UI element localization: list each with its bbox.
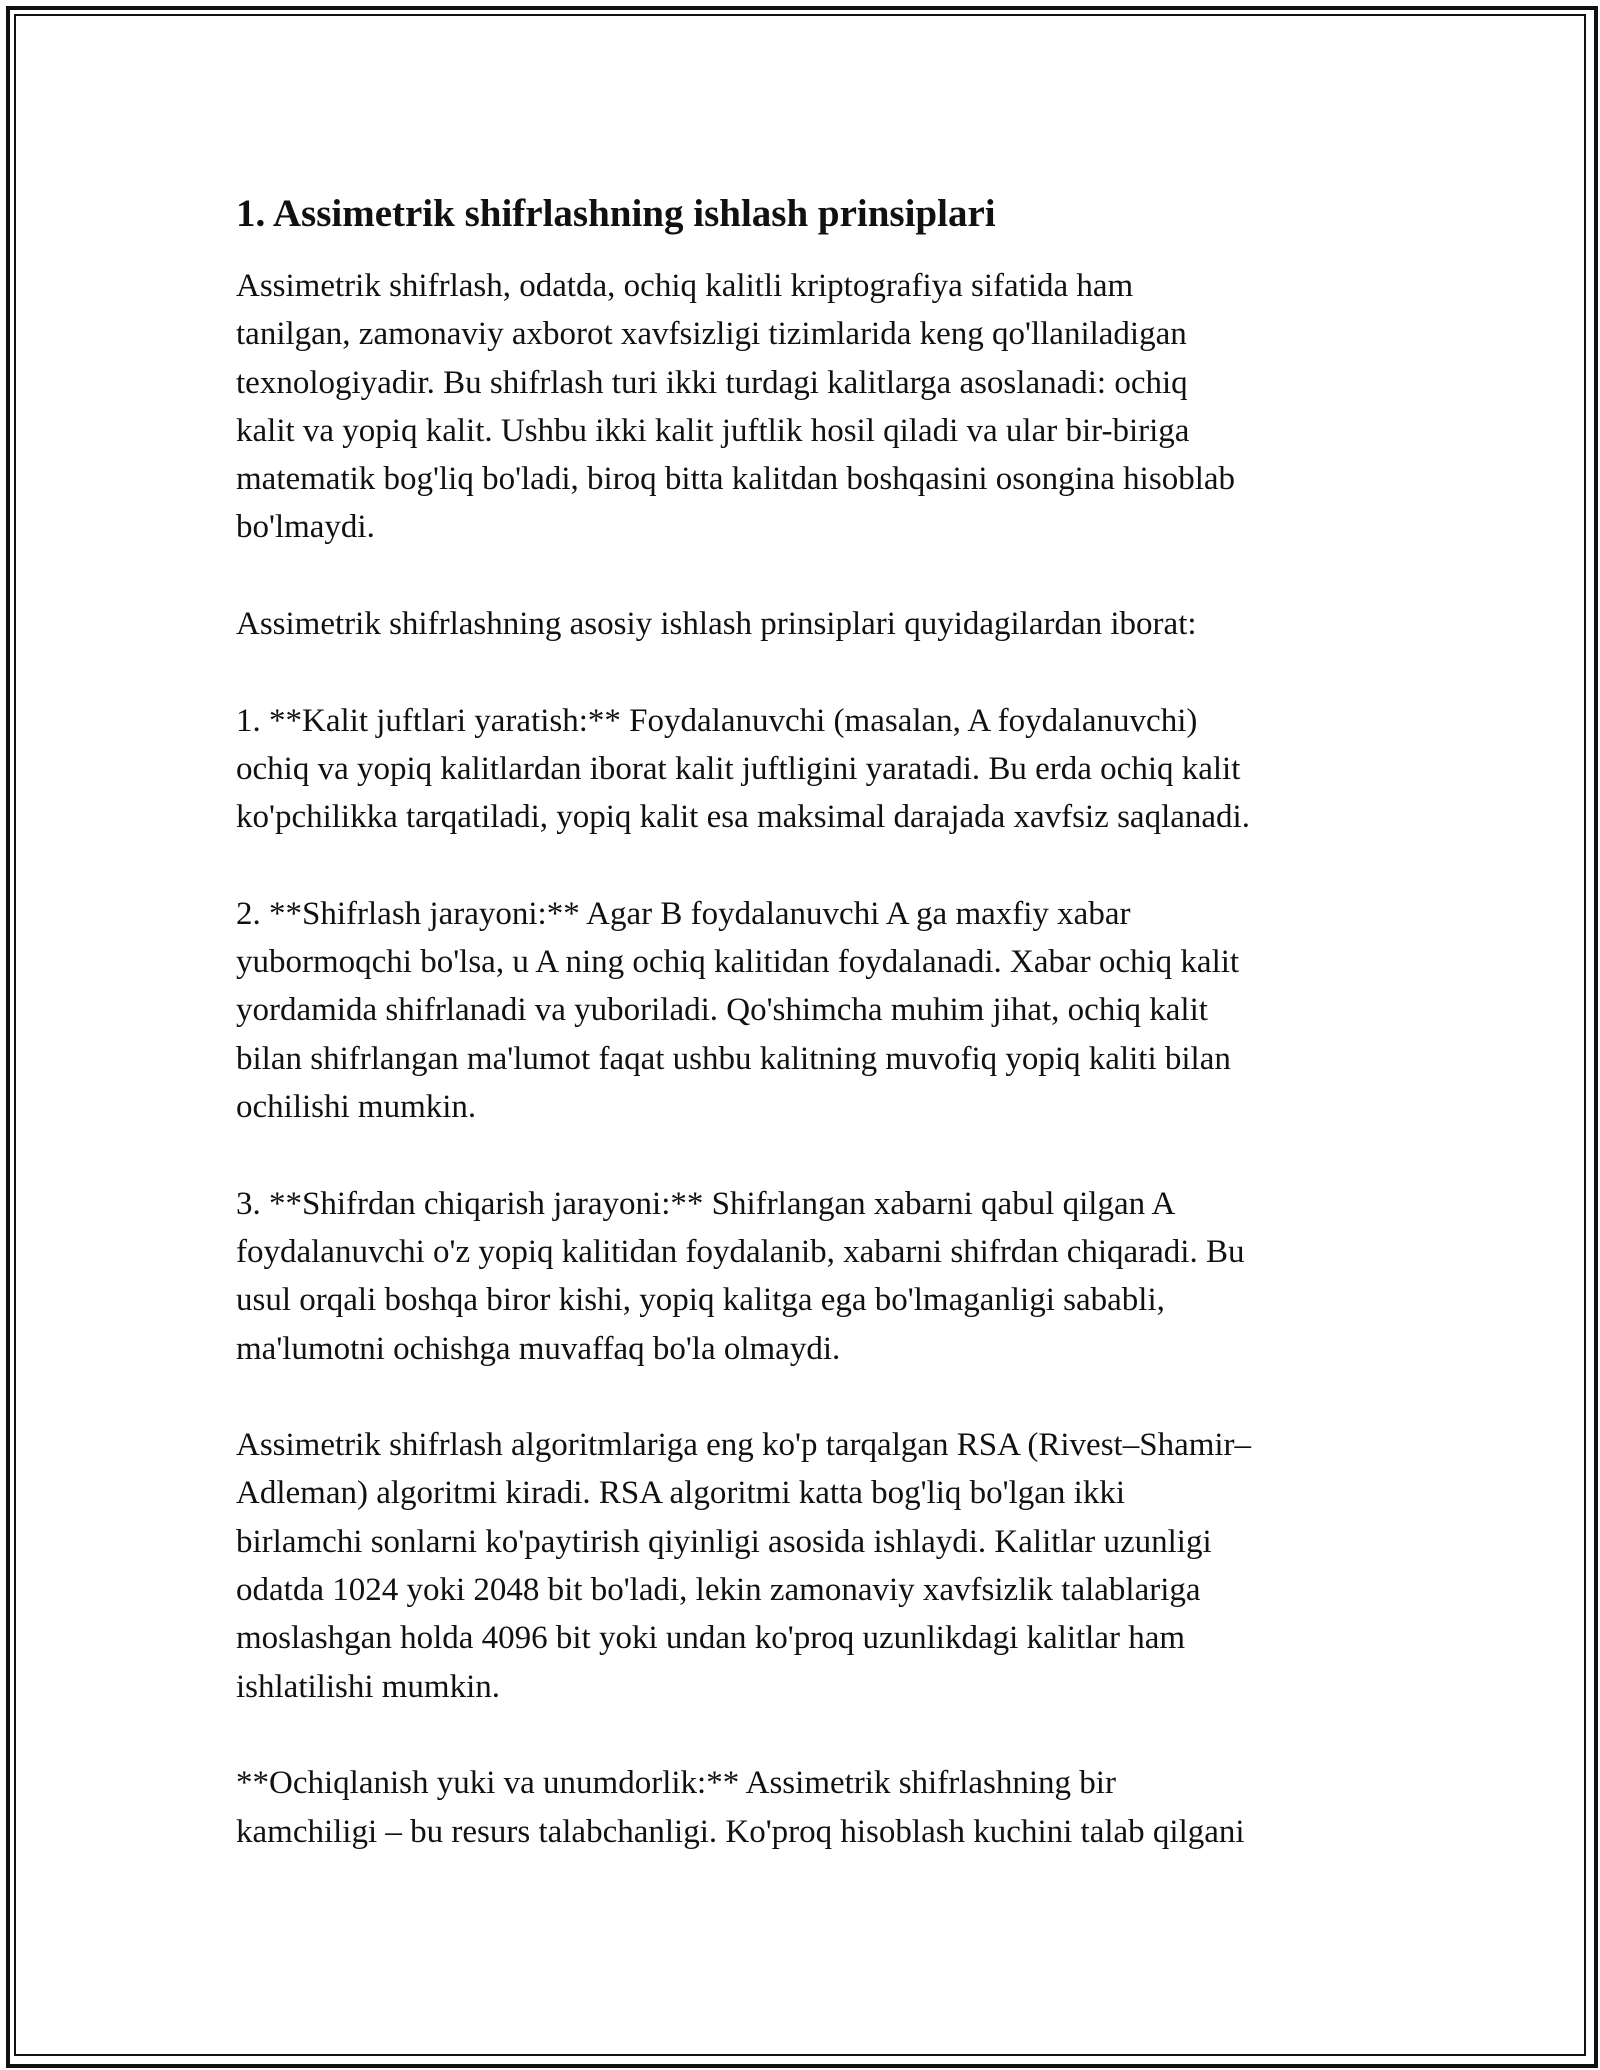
list-item-encryption-process: 2. **Shifrlash jarayoni:** Agar B foydalanuvchi A ga maxfiy xabar yubormoqchi bo'lsa, u A ning ochiq kalitidan foydalanadi. Xabar ochiq kalit yordamida shifrlanadi va yuboriladi. Qo'shimcha muhim jihat, ochiq kalit bilan shifrlangan ma'lumot faqat ushbu kalitning muvofiq yopiq kaliti bilan ochilishi mumkin. bbox=[236, 895, 1240, 1126]
paragraph-rsa-algorithm: Assimetrik shifrlash algoritmlariga eng ko'p tarqalgan RSA (Rivest–Shamir– Adleman) algoritmi kiradi. RSA algoritmi katta bog'liq bo'lgan ikki birlamchi sonlarni ko'paytirish qiyinligi asosida ishlaydi. Kalitlar uzunligi odatda 1024 yoki 2048 bit bo'ladi, lekin zamonaviy xavfsizlik talablariga moslashgan holda 4096 bit yoki undan ko'proq uzunlikdagi kalitlar ham ishlatilishi mumkin. bbox=[236, 1427, 1252, 1705]
paragraph-principles-lead: Assimetrik shifrlashning asosiy ishlash prinsiplari quyidagilardan iborat: bbox=[236, 606, 1197, 643]
document-body bbox=[236, 188, 1386, 1856]
document-title: 1. Assimetrik shifrlashning ishlash prinsiplari bbox=[236, 192, 996, 235]
paragraph-performance-overhead: **Ochiqlanish yuki va unumdorlik:** Assimetrik shifrlashning bir kamchiligi – bu resurs talabchanligi. Ko'proq hisoblash kuchini talab qilgani bbox=[236, 1765, 1245, 1850]
list-item-decryption-process: 3. **Shifrdan chiqarish jarayoni:** Shifrlangan xabarni qabul qilgan A foydalanuvchi o'z yopiq kalitidan foydalanib, xabarni shifrdan chiqaradi. Bu usul orqali boshqa biror kishi, yopiq kalitga ega bo'lmaganligi sababli, ma'lumotni ochishga muvaffaq bo'la olmaydi. bbox=[236, 1185, 1245, 1367]
paragraph-intro: Assimetrik shifrlash, odatda, ochiq kalitli kriptografiya sifatida ham tanilgan, zamonaviy axborot xavfsizligi tizimlarida keng qo'llaniladigan texnologiyadir. Bu shifrlash turi ikki turdagi kalitlarga asoslanadi: ochiq kalit va yopiq kalit. Ushbu ikki kalit juftlik hosil qiladi va ular bir-biriga matematik bog'liq bo'ladi, biroq bitta kalitdan boshqasini osongina hisoblab bo'lmaydi. bbox=[236, 268, 1236, 546]
list-item-key-pair-generation: 1. **Kalit juftlari yaratish:** Foydalanuvchi (masalan, A foydalanuvchi) ochiq va yopiq kalitlardan iborat kalit juftligini yaratadi. Bu erda ochiq kalit ko'pchilikka tarqatiladi, yopiq kalit esa maksimal darajada xavfsiz saqlanadi. bbox=[236, 702, 1250, 836]
